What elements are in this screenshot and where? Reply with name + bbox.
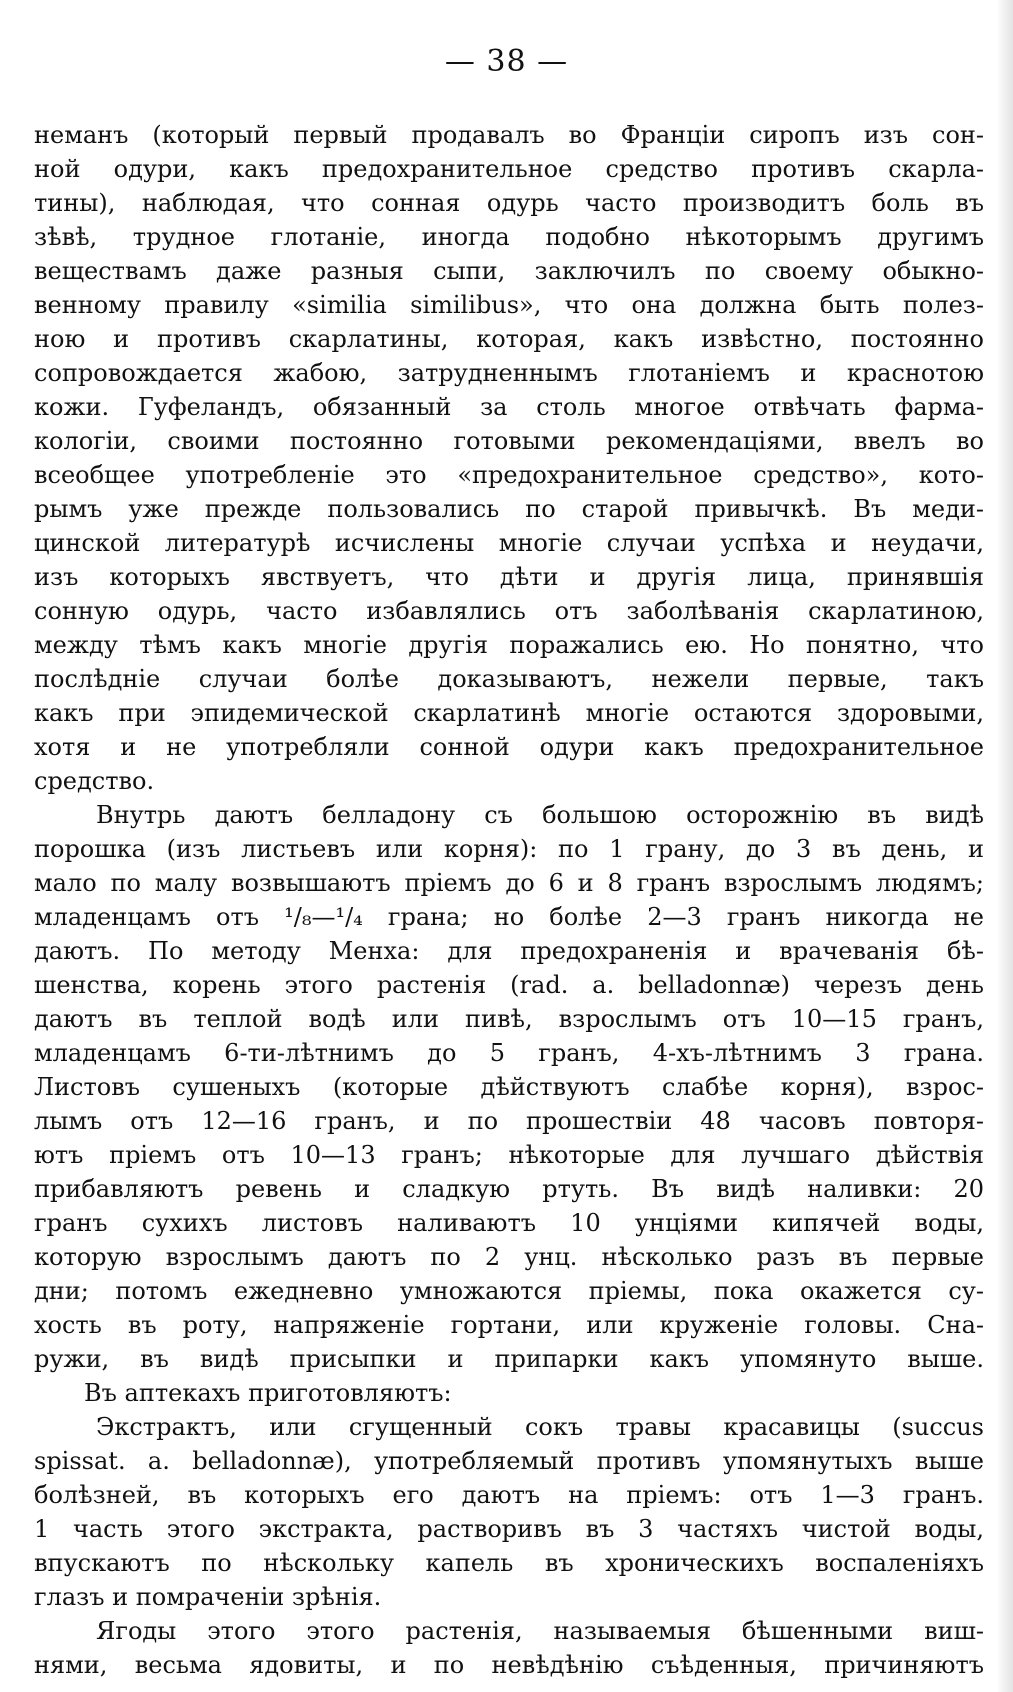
text-line: веществамъ даже разныя сыпи, заключилъ по своему обыкно- xyxy=(34,257,984,285)
text-line: которую взрослымъ даютъ по 2 унц. нѣсколько разъ въ первые xyxy=(34,1243,984,1271)
text-line: глазъ и помраченіи зрѣнія. xyxy=(34,1583,382,1611)
text-line: ной одури, какъ предохранительное средство противъ скарла- xyxy=(34,155,984,183)
text-line: послѣдніе случаи болѣе доказываютъ, нежели первые, такъ xyxy=(34,665,984,693)
text-line: средство. xyxy=(34,767,155,795)
text-line: изъ которыхъ явствуетъ, что дѣти и другія лица, принявшія xyxy=(34,563,984,591)
text-line: даютъ. По методу Менха: для предохраненія и врачеванія бѣ- xyxy=(34,937,984,965)
text-line: младенцамъ отъ ¹/₈—¹/₄ грана; но болѣе 2—3 гранъ никогда не xyxy=(34,903,984,931)
text-line: spissat. a. belladonnæ), употребляемый противъ упомянутыхъ выше xyxy=(34,1447,984,1475)
text-line: неманъ (который первый продавалъ во Франціи сиропъ изъ сон- xyxy=(34,121,984,149)
text-line: болѣзней, въ которыхъ его даютъ на пріемъ: отъ 1—3 гранъ. xyxy=(34,1481,984,1509)
text-line: какъ при эпидемической скарлатинѣ многіе остаются здоровыми, xyxy=(34,699,984,727)
text-line: ружи, въ видѣ присыпки и припарки какъ упомянуто выше. xyxy=(34,1345,984,1373)
text-line: даютъ въ теплой водѣ или пивѣ, взрослымъ отъ 10—15 гранъ, xyxy=(34,1005,984,1033)
page-number: — 38 — xyxy=(444,44,569,79)
text-line: ютъ пріемъ отъ 10—13 гранъ; нѣкоторые для лучшаго дѣйствія xyxy=(34,1141,984,1169)
text-line: кологіи, своими постоянно готовыми рекомендаціями, ввелъ во xyxy=(34,427,984,455)
text-line: Въ аптекахъ приготовляютъ: xyxy=(84,1379,452,1407)
text-line: кожи. Гуфеландъ, обязанный за столь многое отвѣчать фарма- xyxy=(34,393,984,421)
text-line: лымъ отъ 12—16 гранъ, и по прошествіи 48 часовъ повторя- xyxy=(34,1107,984,1135)
text-line: хость въ роту, напряженіе гортани, или круженіе головы. Сна- xyxy=(34,1311,984,1339)
text-line: порошка (изъ листьевъ или корня): по 1 грану, до 3 въ день, и xyxy=(34,835,984,863)
text-line: гранъ сухихъ листовъ наливаютъ 10 унціями кипячей воды, xyxy=(34,1209,984,1237)
text-line: Ягоды этого этого растенія, называемыя бѣшенными виш- xyxy=(96,1617,984,1645)
text-line: прибавляютъ ревень и сладкую ртуть. Въ видѣ наливки: 20 xyxy=(34,1175,984,1203)
text-line: впускаютъ по нѣскольку капель въ хроническихъ воспаленіяхъ xyxy=(34,1549,984,1577)
text-line: Внутрь даютъ белладону съ большою осторожнію въ видѣ xyxy=(96,801,984,829)
text-line: шенства, корень этого растенія (rad. a. belladonnæ) черезъ день xyxy=(34,971,984,999)
text-line: дни; потомъ ежедневно умножаются пріемы, пока окажется су- xyxy=(34,1277,984,1305)
text-line: тины), наблюдая, что сонная одурь часто производитъ боль въ xyxy=(34,189,984,217)
text-line: Экстрактъ, или сгущенный сокъ травы красавицы (succus xyxy=(96,1413,984,1441)
text-line: цинской литературѣ исчислены многіе случаи успѣха и неудачи, xyxy=(34,529,984,557)
text-line: зѣвѣ, трудное глотаніе, иногда подобно нѣкоторымъ другимъ xyxy=(34,223,984,251)
text-line: 1 часть этого экстракта, растворивъ въ 3 частяхъ чистой воды, xyxy=(34,1515,984,1543)
text-line: сопровождается жабою, затрудненнымъ глотаніемъ и краснотою xyxy=(34,359,984,387)
text-line: рымъ уже прежде пользовались по старой привычкѣ. Въ меди- xyxy=(34,495,984,523)
text-line: хотя и не употребляли сонной одури какъ предохранительное xyxy=(34,733,984,761)
text-line: сонную одурь, часто избавлялись отъ заболѣванія скарлатиною, xyxy=(34,597,984,625)
page-edge-shadow xyxy=(997,0,1013,1692)
text-line: Листовъ сушеныхъ (которые дѣйствуютъ слабѣе корня), взрос- xyxy=(34,1073,984,1101)
text-line: нями, весьма ядовиты, и по невѣдѣнію съѣденныя, причиняютъ xyxy=(34,1651,984,1679)
text-line: младенцамъ 6-ти-лѣтнимъ до 5 гранъ, 4-хъ-лѣтнимъ 3 грана. xyxy=(34,1039,984,1067)
text-line: всеобщее употребленіе это «предохранительное средство», кото- xyxy=(34,461,984,489)
body-text xyxy=(34,118,984,1682)
text-line: венному правилу «similia similibus», что она должна быть полез- xyxy=(34,291,984,319)
text-line: между тѣмъ какъ многіе другія поражались ею. Но понятно, что xyxy=(34,631,984,659)
text-line: ною и противъ скарлатины, которая, какъ извѣстно, постоянно xyxy=(34,325,984,353)
text-line: мало по малу возвышаютъ пріемъ до 6 и 8 гранъ взрослымъ людямъ; xyxy=(34,869,984,897)
